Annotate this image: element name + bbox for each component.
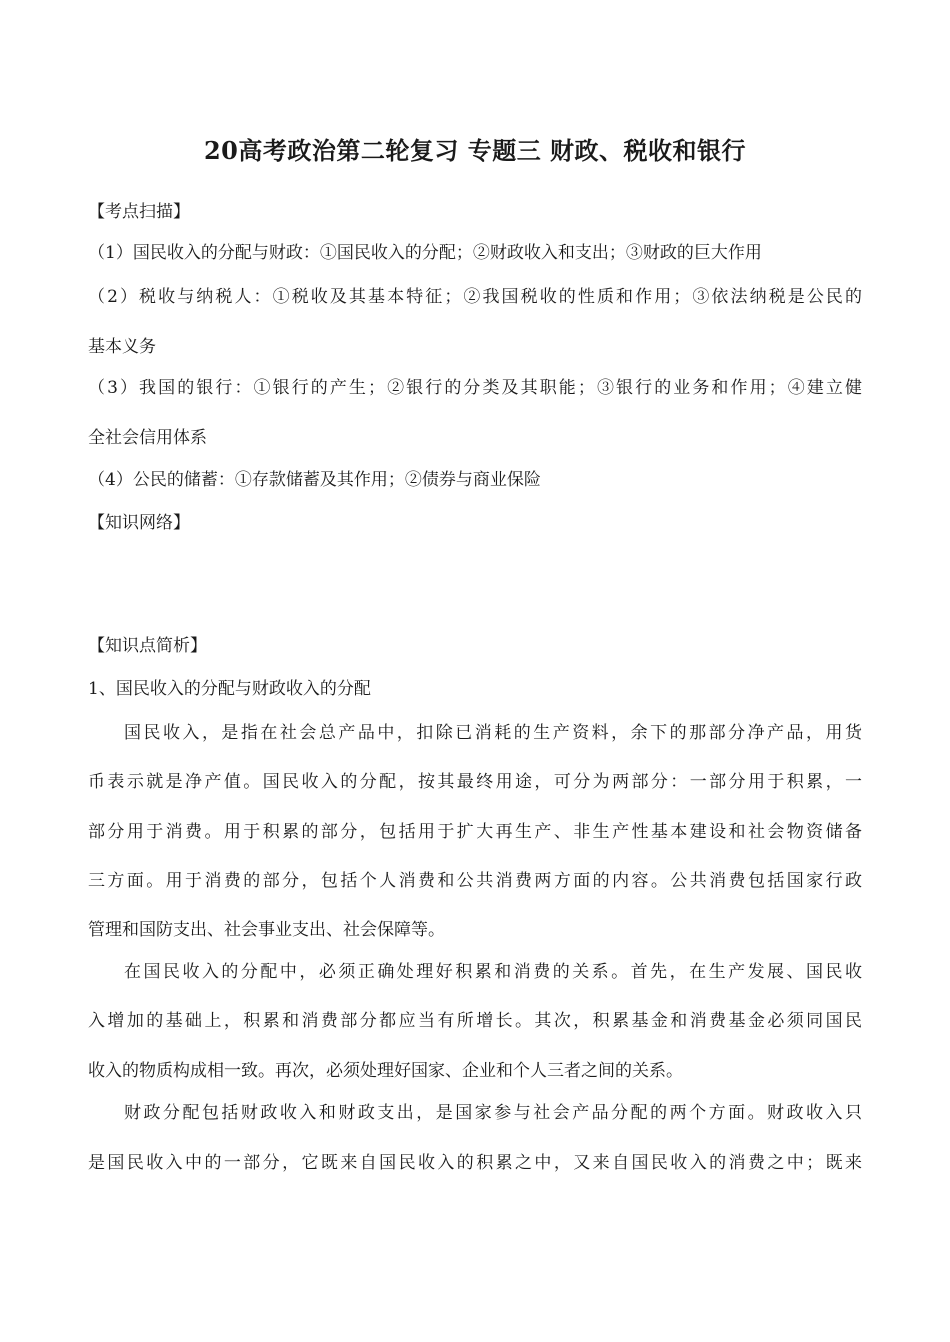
analysis-heading: 【知识点简析】: [88, 636, 207, 656]
paragraph-line: 管理和国防支出、社会事业支出、社会保障等。: [88, 920, 445, 940]
scan-item: （2）税收与纳税人：①税收及其基本特征；②我国税收的性质和作用；③依法纳税是公民的: [88, 287, 862, 307]
section-title: 1、国民收入的分配与财政收入的分配: [88, 679, 371, 699]
network-heading: 【知识网络】: [88, 513, 190, 533]
paragraph-line: 币表示就是净产值。国民收入的分配，按其最终用途，可分为两部分：一部分用于积累，一: [88, 772, 862, 792]
paragraph-line: 是国民收入中的一部分，它既来自国民收入的积累之中，又来自国民收入的消费之中；既来: [88, 1153, 862, 1173]
paragraph-line: 入增加的基础上，积累和消费部分都应当有所增长。其次，积累基金和消费基金必须同国民: [88, 1011, 862, 1031]
scan-item: （4）公民的储蓄：①存款储蓄及其作用；②债券与商业保险: [88, 470, 541, 490]
paragraph-line: 在国民收入的分配中，必须正确处理好积累和消费的关系。首先，在生产发展、国民收: [124, 962, 862, 982]
scan-item-continuation: 基本义务: [88, 337, 156, 357]
scan-heading: 【考点扫描】: [88, 202, 190, 222]
paragraph-line: 收入的物质构成相一致。再次，必须处理好国家、企业和个人三者之间的关系。: [88, 1061, 683, 1081]
scan-item-continuation: 全社会信用体系: [88, 428, 207, 448]
document-title: 20高考政治第二轮复习 专题三 财政、税收和银行: [203, 136, 747, 165]
paragraph-line: 财政分配包括财政收入和财政支出，是国家参与社会产品分配的两个方面。财政收入只: [124, 1103, 862, 1123]
paragraph-line: 部分用于消费。用于积累的部分，包括用于扩大再生产、非生产性基本建设和社会物资储备: [88, 822, 862, 842]
scan-item: （3）我国的银行：①银行的产生；②银行的分类及其职能；③银行的业务和作用；④建立健: [88, 378, 862, 398]
paragraph-line: 三方面。用于消费的部分，包括个人消费和公共消费两方面的内容。公共消费包括国家行政: [88, 871, 862, 891]
paragraph-line: 国民收入，是指在社会总产品中，扣除已消耗的生产资料，余下的那部分净产品，用货: [124, 723, 862, 743]
scan-item: （1）国民收入的分配与财政：①国民收入的分配；②财政收入和支出；③财政的巨大作用: [88, 243, 762, 263]
